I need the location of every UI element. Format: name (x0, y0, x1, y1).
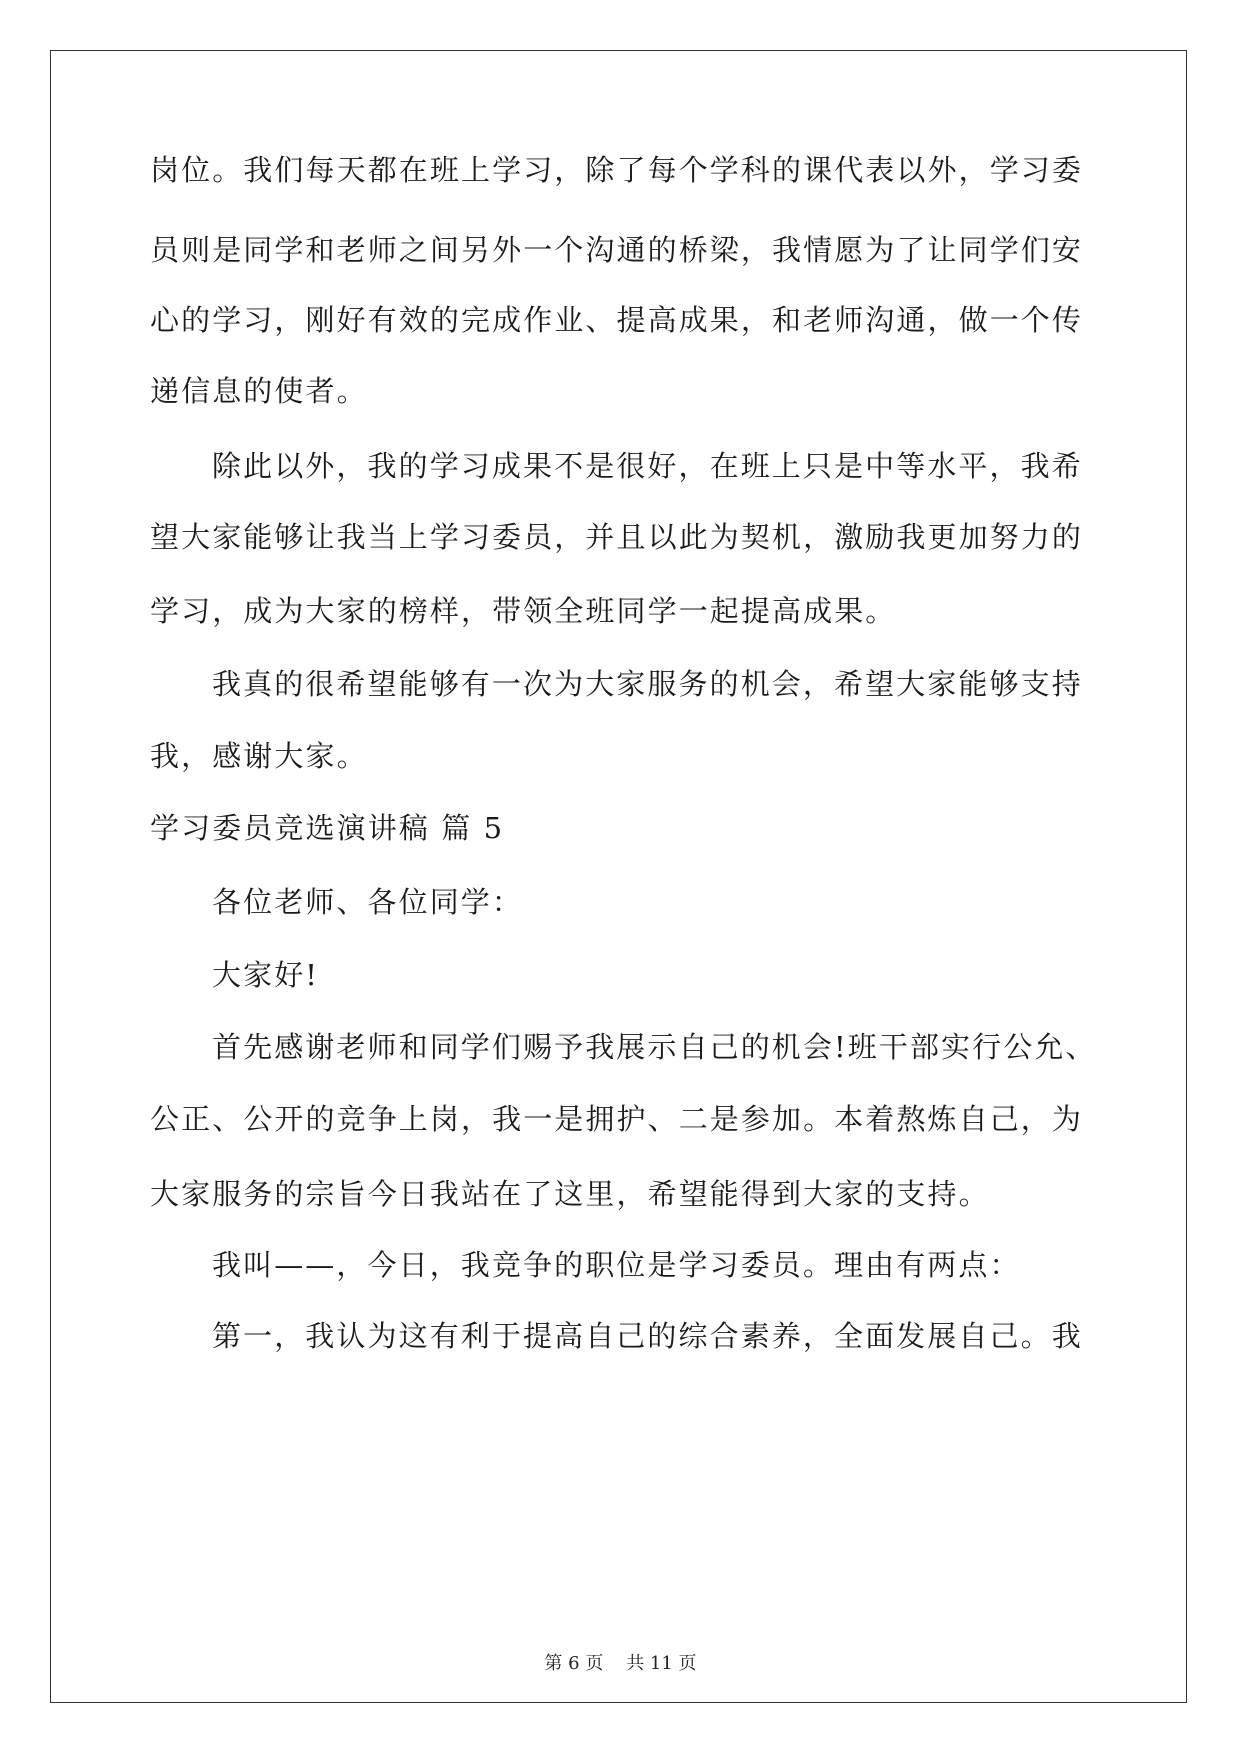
paragraph-line: 我，感谢大家。 (150, 739, 368, 773)
paragraph-line: 第一，我认为这有利于提高自己的综合素养，全面发展自己。我 (212, 1319, 1083, 1353)
paragraph-line: 递信息的使者。 (150, 374, 368, 408)
paragraph-line: 学习，成为大家的榜样，带领全班同学一起提高成果。 (150, 594, 897, 628)
salutation: 各位老师、各位同学： (212, 885, 524, 919)
paragraph-line: 我真的很希望能够有一次为大家服务的机会，希望大家能够支持 (212, 667, 1083, 701)
section-heading: 学习委员竞选演讲稿 篇 5 (150, 811, 505, 845)
paragraph-line: 岗位。我们每天都在班上学习，除了每个学科的课代表以外，学习委 (150, 153, 1084, 187)
page-border (50, 50, 1187, 1703)
paragraph-line: 心的学习，刚好有效的完成作业、提高成果，和老师沟通，做一个传 (150, 303, 1084, 337)
greeting: 大家好! (212, 958, 320, 992)
page-number: 第 6 页 共 11 页 (544, 1653, 697, 1674)
paragraph-line: 除此以外，我的学习成果不是很好，在班上只是中等水平，我希 (212, 449, 1083, 483)
paragraph-line: 大家服务的宗旨今日我站在了这里，希望能得到大家的支持。 (150, 1177, 990, 1211)
paragraph-line: 员则是同学和老师之间另外一个沟通的桥梁，我情愿为了让同学们安 (150, 233, 1084, 267)
paragraph-line: 望大家能够让我当上学习委员，并且以此为契机，激励我更加努力的 (150, 520, 1084, 554)
paragraph-line: 首先感谢老师和同学们赐予我展示自己的机会!班干部实行公允、 (212, 1030, 1097, 1064)
paragraph-line: 公正、公开的竞争上岗，我一是拥护、二是参加。本着熬炼自己，为 (150, 1102, 1084, 1136)
paragraph-line: 我叫——，今日，我竞争的职位是学习委员。理由有两点： (212, 1248, 1021, 1282)
